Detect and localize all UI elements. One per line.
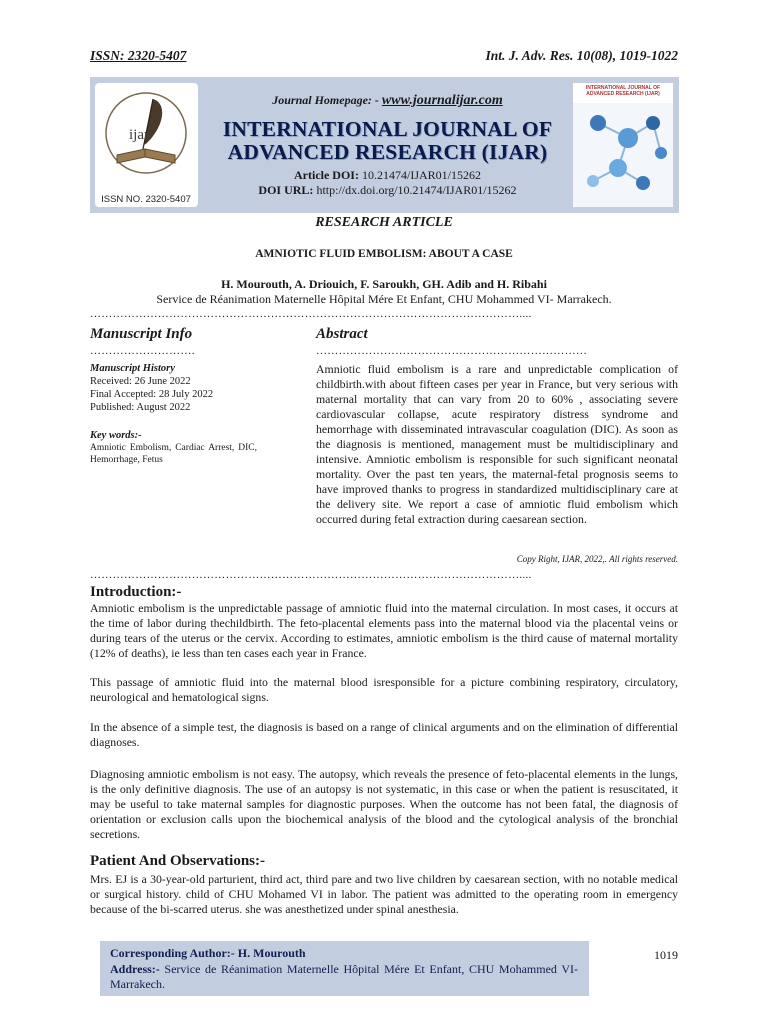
introduction-paragraph-2: This passage of amniotic fluid into the maternal blood isresponsible for a picture combining respiratory, circulatory, neurological and hematological signs. bbox=[90, 675, 678, 704]
logo-text: ijar bbox=[129, 127, 149, 143]
patient-heading: Patient And Observations:- bbox=[90, 853, 266, 869]
article-doi-label: Article DOI: bbox=[294, 168, 359, 182]
keywords: Amniotic Embolism, Cardiac Arrest, DIC, Hemorrhage, Fetus bbox=[90, 443, 257, 465]
manuscript-info-heading: Manuscript Info bbox=[90, 326, 193, 342]
citation-text: Int. J. Adv. Res. 10(08), 1019-1022 bbox=[485, 48, 678, 63]
ijar-logo bbox=[95, 83, 198, 207]
article-title: AMNIOTIC FLUID EMBOLISM: ABOUT A CASE bbox=[255, 248, 513, 260]
article-type: RESEARCH ARTICLE bbox=[315, 215, 453, 230]
journal-title bbox=[205, 118, 570, 164]
corresponding-author: Corresponding Author:- H. Mourouth bbox=[110, 946, 306, 960]
abstract-text: Amniotic fluid embolism is a rare and unpredictable complication of childbirth.with about fifteen cases per year in France, but very serious with maternal mortality that can vary from 20 to 60% , associating severe cardiovascular collapse, acute respiratory distress syndrome and hemorrhage with disseminated intravascular coagulation (DIC). As soon as the diagnosis is mentioned, management must be multidisciplinary and intensive. Amniotic embolism is responsible for such significant neonatal mortality. Over the past ten years, the maternal-fetal prognosis seems to have improved thanks to progress in standardized multidisciplinary care at the delivery site. We report a case of amniotic fluid embolism which occurred during fetal extraction during caesarean section. bbox=[316, 362, 678, 526]
running-header bbox=[90, 48, 678, 64]
separator-bottom: …………………………………………………………………………………………………….... bbox=[90, 569, 532, 581]
introduction-paragraph-4: Diagnosing amniotic embolism is not easy. The autopsy, which reveals the presence of feto-placental elements in the lungs, is the only definitive diagnosis. The use of an autopsy is not systematic, in this case or when the patient is resuscitated, it may be useful to take maternal samples for diagnostic purposes. When the outcome has not been fatal, the diagnosis of orientation or exclusion calls upon the biochemical analysis of the blood and the cytological analysis of the bronchial secretions. bbox=[90, 767, 678, 841]
address-text: Service de Réanimation Maternelle Hôpital Mére Et Enfant, CHU Mohammed VI- Marrakech. bbox=[110, 962, 578, 991]
author-address bbox=[110, 962, 578, 992]
journal-banner bbox=[90, 77, 679, 213]
quill-book-icon bbox=[95, 83, 198, 207]
logo-issn: ISSN NO. 2320-5407 bbox=[101, 194, 191, 205]
homepage-label: Journal Homepage: - bbox=[272, 93, 379, 107]
article-affiliation: Service de Réanimation Maternelle Hôpital Mére Et Enfant, CHU Mohammed VI- Marrakech. bbox=[156, 292, 612, 306]
copyright: Copy Right, IJAR, 2022,. All rights reserved. bbox=[516, 554, 678, 564]
keywords-label: Key words:- bbox=[90, 430, 142, 441]
journal-title-line1: INTERNATIONAL JOURNAL OF bbox=[222, 117, 553, 141]
article-authors: H. Mourouth, A. Driouich, F. Saroukh, GH. Adib and H. Ribahi bbox=[221, 277, 547, 291]
doi-block bbox=[205, 168, 570, 198]
published-date: Published: August 2022 bbox=[90, 402, 191, 413]
introduction-heading: Introduction:- bbox=[90, 584, 182, 600]
history-label: Manuscript History bbox=[90, 363, 175, 374]
homepage-link[interactable]: www.journalijar.com bbox=[381, 93, 503, 108]
address-label: Address:- bbox=[110, 962, 160, 976]
journal-title-line2: ADVANCED RESEARCH (IJAR) bbox=[227, 140, 548, 164]
manuscript-info bbox=[90, 362, 257, 466]
molecule-cover-icon bbox=[573, 83, 673, 207]
journal-cover-image bbox=[573, 83, 673, 207]
introduction-paragraph-3: In the absence of a simple test, the diagnosis is based on a range of clinical arguments and on the elimination of differential diagnoses. bbox=[90, 720, 678, 749]
abstract-heading: Abstract bbox=[316, 326, 368, 342]
patient-paragraph-1: Mrs. EJ is a 30-year-old parturient, third act, third pare and two live children by caesarean section, with no notable medical or surgical history. child of CHU Mohamed VI in labor. The patient was admitted to the operating room in emergency because of the bi-scarred uterus. she was anesthetized under spinal anesthesia. bbox=[90, 872, 678, 916]
cover-text: INTERNATIONAL JOURNAL OF ADVANCED RESEARCH (IJAR) bbox=[585, 85, 661, 97]
issn-text: ISSN: 2320-5407 bbox=[90, 48, 187, 63]
doi-url-link[interactable]: http://dx.doi.org/10.21474/IJAR01/15262 bbox=[316, 183, 517, 197]
separator-top: …………………………………………………………………………………………………….... bbox=[90, 308, 532, 320]
article-doi: 10.21474/IJAR01/15262 bbox=[361, 168, 481, 182]
page-number: 1019 bbox=[654, 948, 678, 962]
introduction-paragraph-1: Amniotic embolism is the unpredictable passage of amniotic fluid into the maternal circulation. In most cases, it occurs at the time of labor during thechildbirth. The feto-placental elements pass into the maternal blood via the placental veins or during tears of the uterus or the cervix. According to estimates, amniotic embolism is the third cause of maternal mortality (12% of deaths), ie less than ten cases each year in France. bbox=[90, 601, 678, 660]
doi-url-label: DOI URL: bbox=[258, 183, 314, 197]
corresponding-author-box bbox=[100, 941, 589, 996]
abstract-dots: ……………………………………………………………… bbox=[316, 345, 588, 357]
accepted-date: Final Accepted: 28 July 2022 bbox=[90, 389, 214, 400]
received-date: Received: 26 June 2022 bbox=[90, 376, 191, 387]
journal-homepage bbox=[205, 93, 570, 109]
manuscript-info-dots: ………………………. bbox=[90, 345, 195, 357]
